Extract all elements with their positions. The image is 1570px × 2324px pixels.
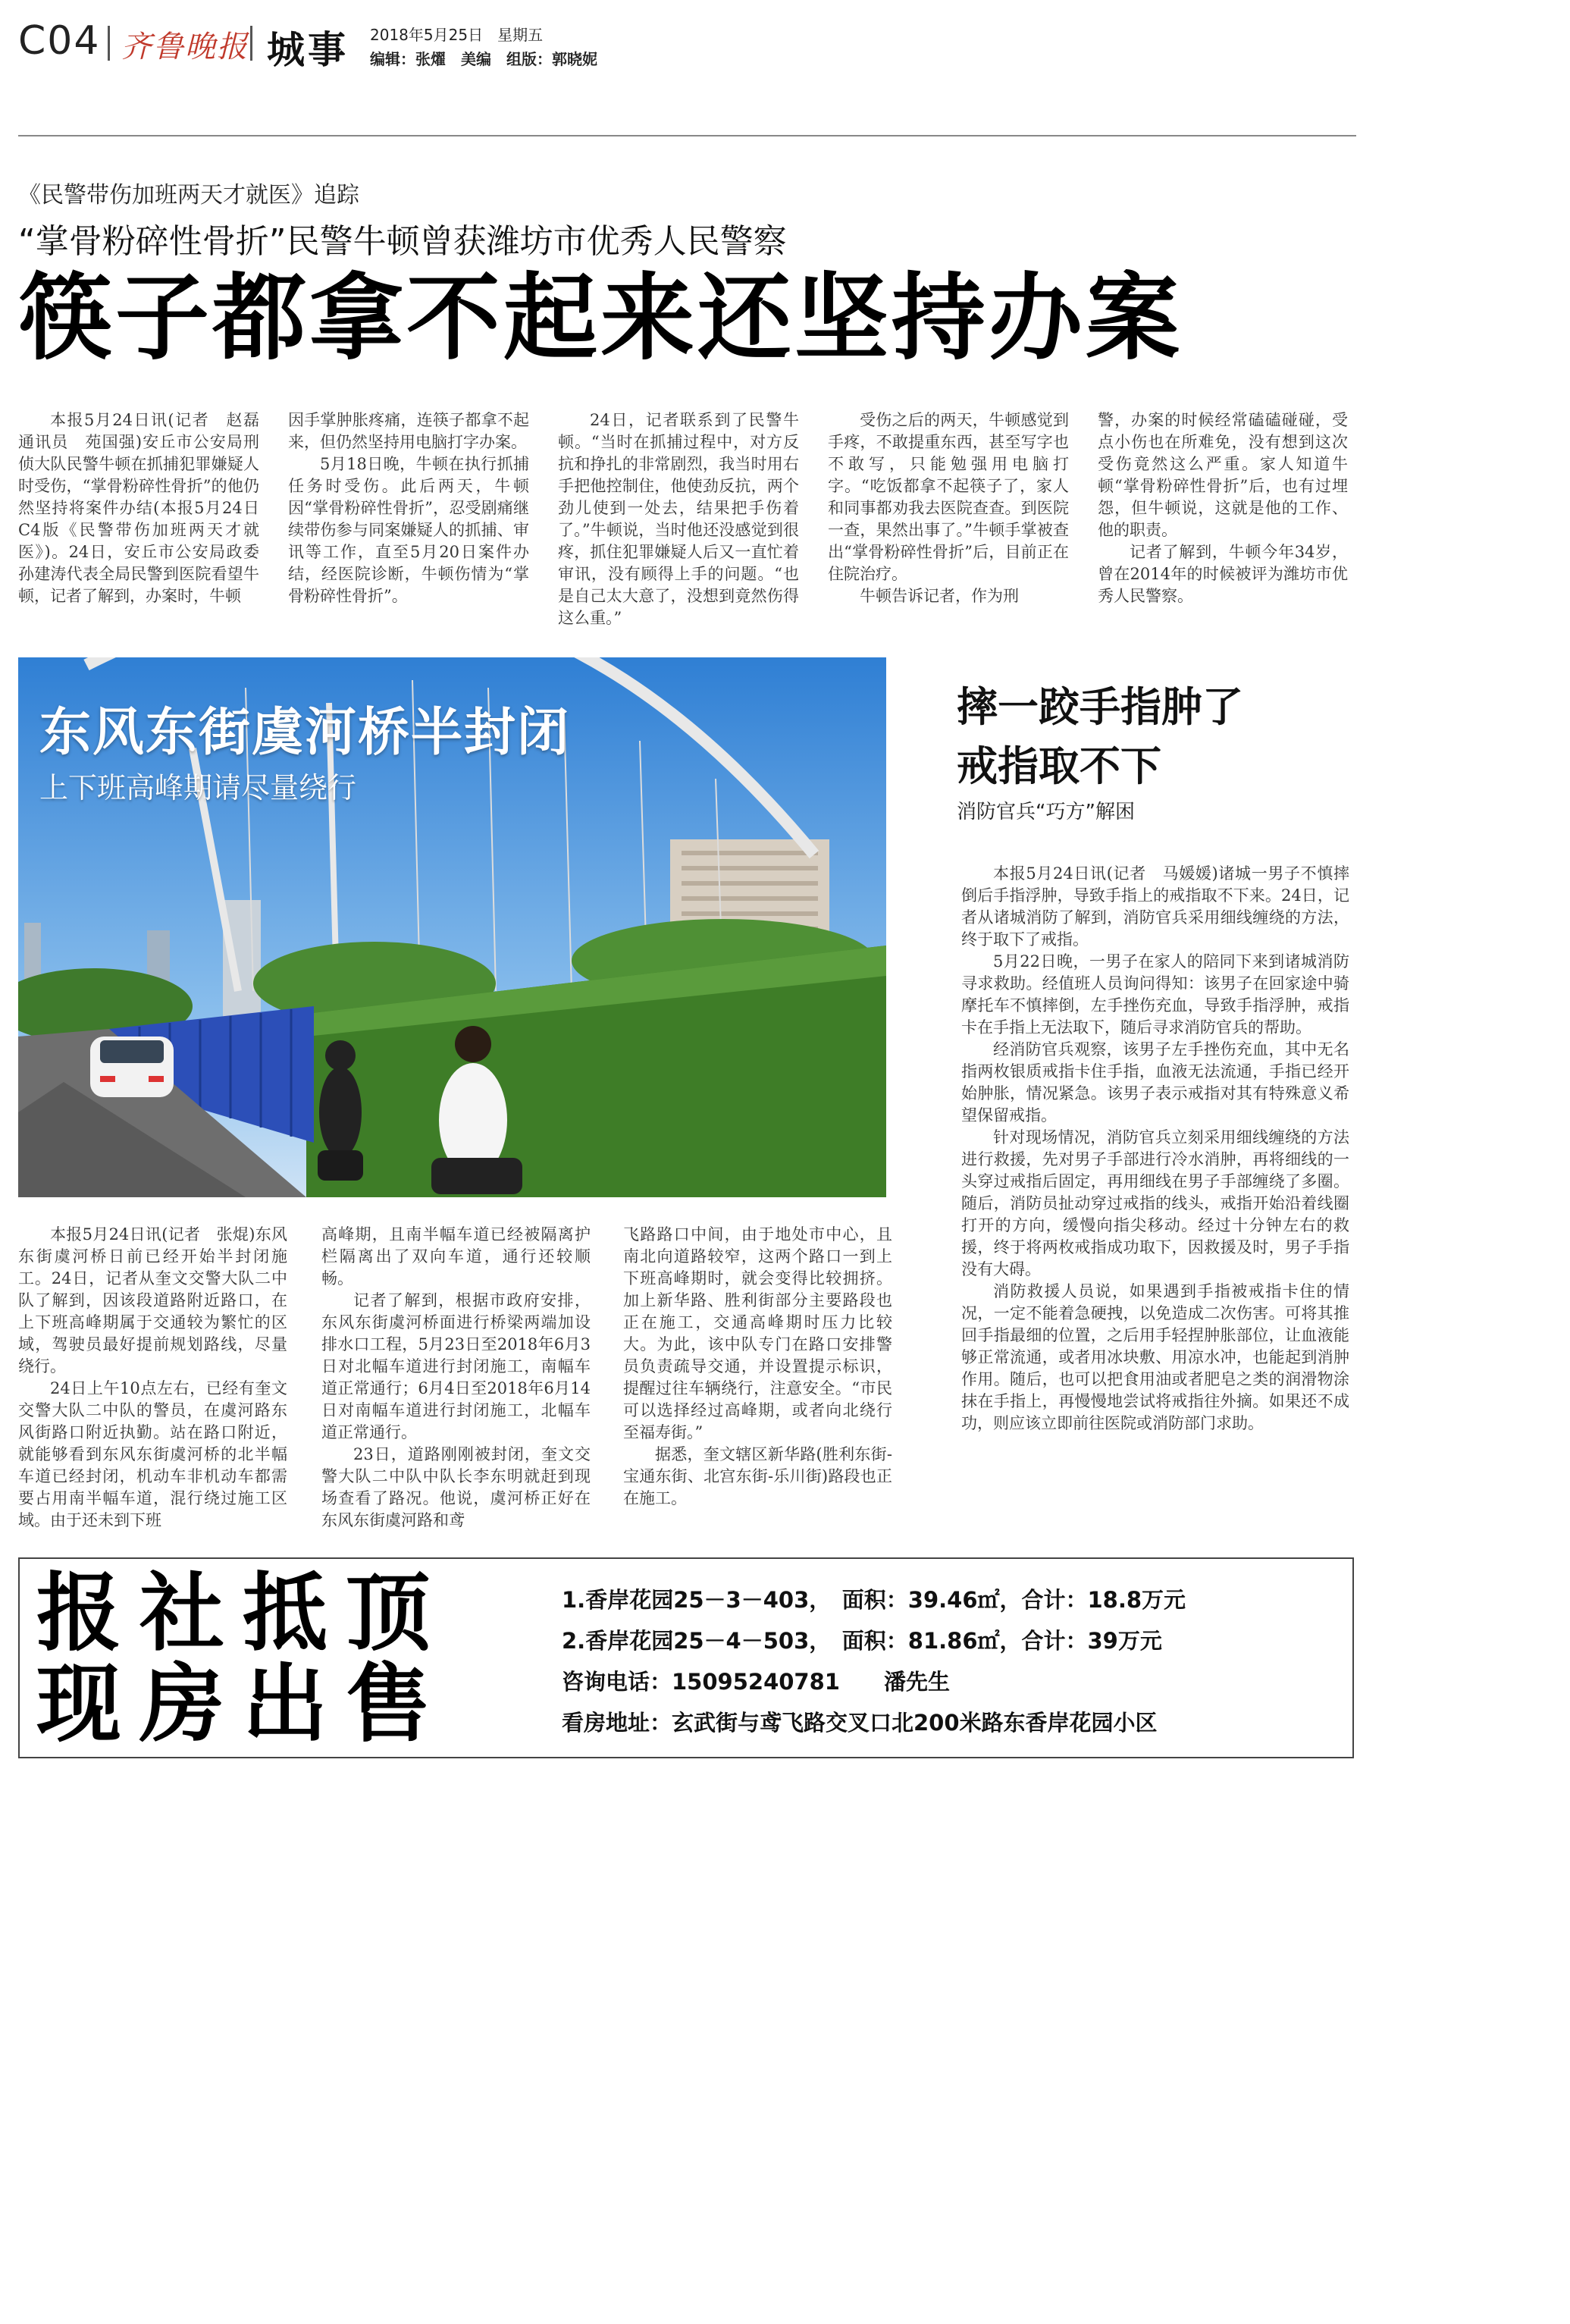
paragraph: 针对现场情况，消防官兵立刻采用细线缠绕的方法进行救援，先对男子手部进行冷水消肿，再将细线的一头穿过戒指后固定，再用细线在男子手部缠绕了多圈。随后，消防员扯动穿过戒指的线头，戒指开始沿着线圈打开的方向，缓慢向指尖移动。经过十分钟左右的救援，终于将两枚戒指成功取下，因救援及时，男子手指没有大碍。 — [961, 1128, 1349, 1278]
paragraph: 24日上午10点左右，已经有奎文交警大队二中队的警员，在虞河路东风街路口附近执勤。站在路口附近，就能够看到东风东街虞河桥的北半幅车道已经封闭，机动车非机动车都需要占用南半幅车道，混行绕过施工区域。由于还未到下班 — [18, 1379, 287, 1529]
paragraph: 经消防官兵观察，该男子左手挫伤充血，其中无名指两枚银质戒指卡住手指，血液无法流通，手指已经开始肿胀，情况紧急。该男子表示戒指对其有特殊意义希望保留戒指。 — [961, 1040, 1349, 1124]
photo-headline: 东风东街虞河桥半封闭 — [39, 703, 571, 763]
photo-subheadline: 上下班高峰期请尽量绕行 — [39, 771, 357, 804]
ad-headline-line2: 现房出售 — [36, 1655, 449, 1754]
paragraph: 记者了解到，牛顿今年34岁，曾在2014年的时候被评为潍坊市优秀人民警察。 — [1098, 543, 1348, 605]
ad-address: 看房地址：玄武街与鸢飞路交叉口北200米路东香岸花园小区 — [562, 1710, 1158, 1736]
newspaper-logo: 齐鲁晚报 — [121, 30, 249, 64]
side-subheadline: 消防官兵“巧方”解困 — [957, 801, 1135, 823]
lead-subtitle: “掌骨粉碎性骨折”民警牛顿曾获潍坊市优秀人民警察 — [18, 222, 787, 261]
ad-listing-1: 1.香岸花园25－3－403， 面积：39.46㎡，合计：18.8万元 — [562, 1587, 1186, 1613]
side-headline-line1: 摔一跤手指肿了 — [957, 683, 1243, 731]
side-headline-line2: 戒指取不下 — [957, 742, 1161, 790]
paragraph: 5月18日晚，牛顿在执行抓捕任务时受伤。此后两天，牛顿因“掌骨粉碎性骨折”，忍受剧痛继续带伤参与同案嫌疑人的抓捕、审讯等工作，直至5月20日案件办结，经医院诊断，牛顿伤情为“掌骨粉碎性骨折”。 — [288, 455, 529, 605]
ad-listing-2: 2.香岸花园25－4－503， 面积：81.86㎡，合计：39万元 — [562, 1628, 1162, 1654]
paragraph: 飞路路口中间，由于地处市中心，且南北向道路较窄，这两个路口一到上下班高峰期时，就会变得比较拥挤。加上新华路、胜利街部分主要路段也正在施工，交通高峰期时压力比较大。为此，该中队专门在路口安排警员负责疏导交通，并设置提示标识，提醒过往车辆绕行，注意安全。“市民可以选择经过高峰期，或者向北绕行至福寿街。” — [623, 1225, 892, 1441]
header-divider — [250, 26, 252, 61]
paragraph: 记者了解到，根据市政府安排，东风东街虞河桥面进行桥梁两端加设排水口工程，5月23日至2018年6月3日对北幅车道进行封闭施工，南幅车道正常通行；6月4日至2018年6月14日对南幅车道进行封闭施工，北幅车道正常通行。 — [321, 1291, 591, 1441]
ad-headline-line1: 报社抵顶 — [36, 1564, 449, 1663]
paragraph: 本报5月24日讯(记者 张焜)东风东街虞河桥日前已经开始半封闭施工。24日，记者从奎文交警大队二中队了解到，因该段道路附近路口，在上下班高峰期属于交通较为繁忙的区域，驾驶员最好提前规划路线，尽量绕行。 — [18, 1225, 287, 1375]
lead-headline: 筷子都拿不起来还坚持办案 — [18, 264, 1183, 373]
paragraph: 5月22日晚，一男子在家人的陪同下来到诸城消防寻求救助。经值班人员询问得知：该男子在回家途中骑摩托车不慎摔倒，左手挫伤充血，导致手指浮肿，戒指卡在手指上无法取下，随后寻求消防官兵的帮助。 — [961, 952, 1349, 1037]
paragraph: 因手掌肿胀疼痛，连筷子都拿不起来，但仍然坚持用电脑打字办案。 — [288, 411, 529, 451]
bridge-column-1 — [18, 1224, 287, 1532]
paragraph: 消防救援人员说，如果遇到手指被戒指卡住的情况，一定不能着急硬拽，以免造成二次伤害。可将其推回手指最细的位置，之后用手轻捏肿胀部位，让血液能够正常流通，或者用冰块敷、用凉水冲，也能起到消肿作用。随后，也可以把食用油或者肥皂之类的润滑物涂抹在手指上，再慢慢地尝试将戒指往外摘。如果还不成功，则应该立即前往医院或消防部门求助。 — [961, 1282, 1349, 1432]
paragraph: 受伤之后的两天，牛顿感觉到手疼，不敢提重东西，甚至写字也不敢写，只能勉强用电脑打字。“吃饭都拿不起筷子了，家人和同事都劝我去医院查查。到医院一查，果然出事了。”牛顿手掌被查出“掌骨粉碎性骨折”后，目前正在住院治疗。 — [828, 411, 1069, 583]
weekday: 星期五 — [497, 26, 544, 44]
bridge-column-3 — [623, 1224, 892, 1510]
paragraph: 本报5月24日讯(记者 马媛媛)诸城一男子不慎摔倒后手指浮肿，导致手指上的戒指取不下来。24日，记者从诸城消防了解到，消防官兵采用细线缠绕的方法，终于取下了戒指。 — [961, 864, 1349, 949]
paragraph: 据悉，奎文辖区新华路(胜利东街-宝通东街、北宫东街-乐川街)路段也正在施工。 — [623, 1445, 892, 1507]
paragraph: 本报5月24日讯(记者 赵磊 通讯员 苑国强)安丘市公安局刑侦大队民警牛顿在抓捕犯罪嫌疑人时受伤，“掌骨粉碎性骨折”的他仍然坚持将案件办结(本报5月24日C4版《民警带伤加班两天才就医》)。24日，安丘市公安局政委孙建涛代表全局民警到医院看望牛顿，记者了解到，办案时，牛顿 — [18, 411, 275, 605]
bridge-column-2 — [321, 1224, 591, 1532]
paragraph: 24日，记者联系到了民警牛顿。“当时在抓捕过程中，对方反抗和挣扎的非常剧烈，我当时用右手把他控制住，他使劲反抗，两个劲儿使到一处去，结果把手伤着了。”牛顿说，当时他还没感觉到很疼，抓住犯罪嫌疑人后又一直忙着审讯，没有顾得上手的问题。“也是自己太大意了，没想到竟然伤得这么重。” — [558, 411, 799, 627]
lead-column-3 — [558, 409, 799, 629]
header-divider — [108, 26, 110, 61]
page-number: C04 — [18, 18, 101, 64]
lead-column-4 — [828, 409, 1069, 607]
header-rule — [18, 135, 1356, 136]
editor-credits: 编辑：张燿 美编 组版：郭晓妮 — [370, 50, 597, 68]
lead-column-2 — [288, 409, 529, 607]
paragraph: 牛顿告诉记者，作为刑 — [860, 587, 1019, 605]
section-title: 城事 — [267, 28, 349, 72]
paragraph: 警，办案的时候经常磕磕碰碰，受点小伤也在所难免，没有想到这次受伤竟然这么严重。家人知道牛顿“掌骨粉碎性骨折”后，也有过埋怨，但牛顿说，这就是他的工作、他的职责。 — [1098, 411, 1348, 539]
lead-column-5 — [1098, 409, 1348, 607]
real-estate-ad — [18, 1557, 1354, 1758]
date: 2018年5月25日 — [370, 26, 484, 44]
paragraph: 23日，道路刚刚被封闭，奎文交警大队二中队中队长李东明就赶到现场查看了路况。他说，虞河桥正好在东风东街虞河路和鸢 — [321, 1445, 591, 1529]
issue-date — [370, 23, 543, 45]
side-story-body — [961, 863, 1349, 1435]
lead-column-1 — [18, 409, 275, 607]
ad-phone: 咨询电话：15095240781 潘先生 — [562, 1669, 950, 1695]
paragraph: 高峰期，且南半幅车道已经被隔离护栏隔离出了双向车道，通行还较顺畅。 — [321, 1225, 591, 1287]
lead-tag: 《民警带伤加班两天才就医》追踪 — [18, 182, 359, 209]
